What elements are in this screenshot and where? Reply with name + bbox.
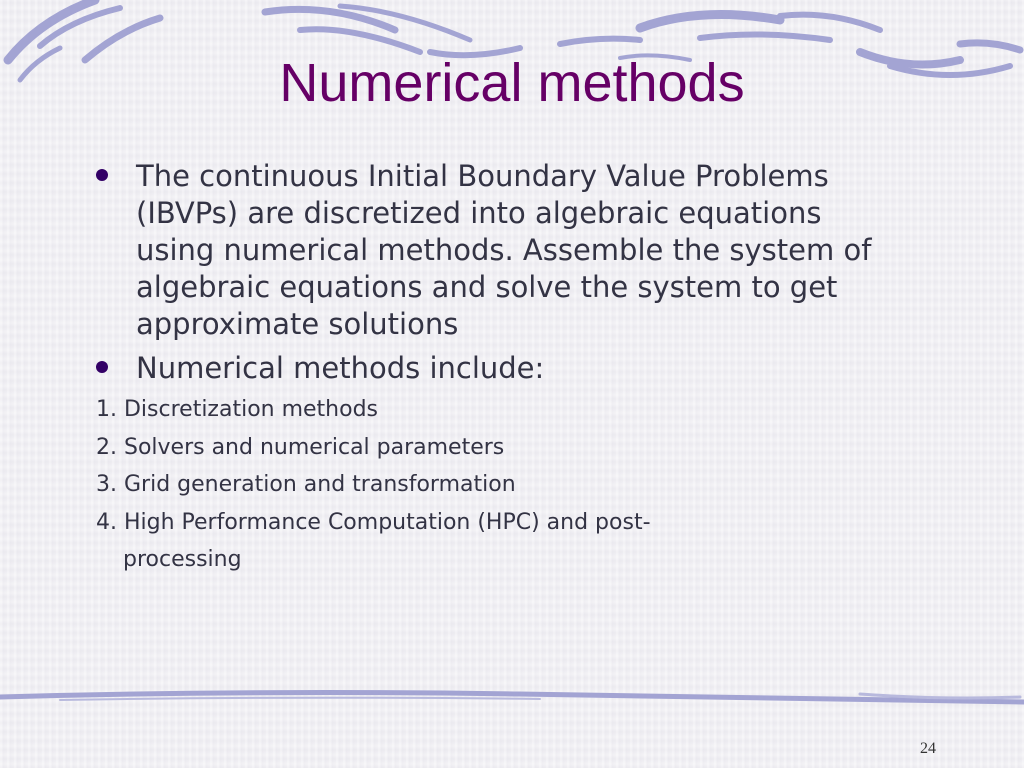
sublist-item: 2. Solvers and numerical parameters (96, 434, 505, 460)
sublist-item: 1. Discretization methods (96, 397, 379, 422)
bullet-text: Numerical methods include: (136, 351, 545, 385)
sublist-item-continuation: processing (123, 547, 242, 572)
bullet-item (96, 350, 896, 387)
slide-title: Numerical methods (279, 53, 745, 113)
page-number: 24 (920, 740, 936, 757)
numbered-sublist (96, 391, 896, 579)
bullet-dot-icon (96, 169, 108, 181)
bullet-list (96, 158, 896, 579)
sublist-item: 4. High Performance Computation (HPC) and post- (96, 509, 651, 535)
bullet-text: The continuous Initial Boundary Value Problems (IBVPs) are discretized into algebraic equations using numerical methods. Assemble the system of algebraic equations and solve the system to get approximate solutions (136, 159, 872, 341)
sublist-item: 3. Grid generation and transformation (96, 472, 516, 497)
bullet-item (96, 158, 896, 343)
bullet-dot-icon (96, 361, 108, 373)
